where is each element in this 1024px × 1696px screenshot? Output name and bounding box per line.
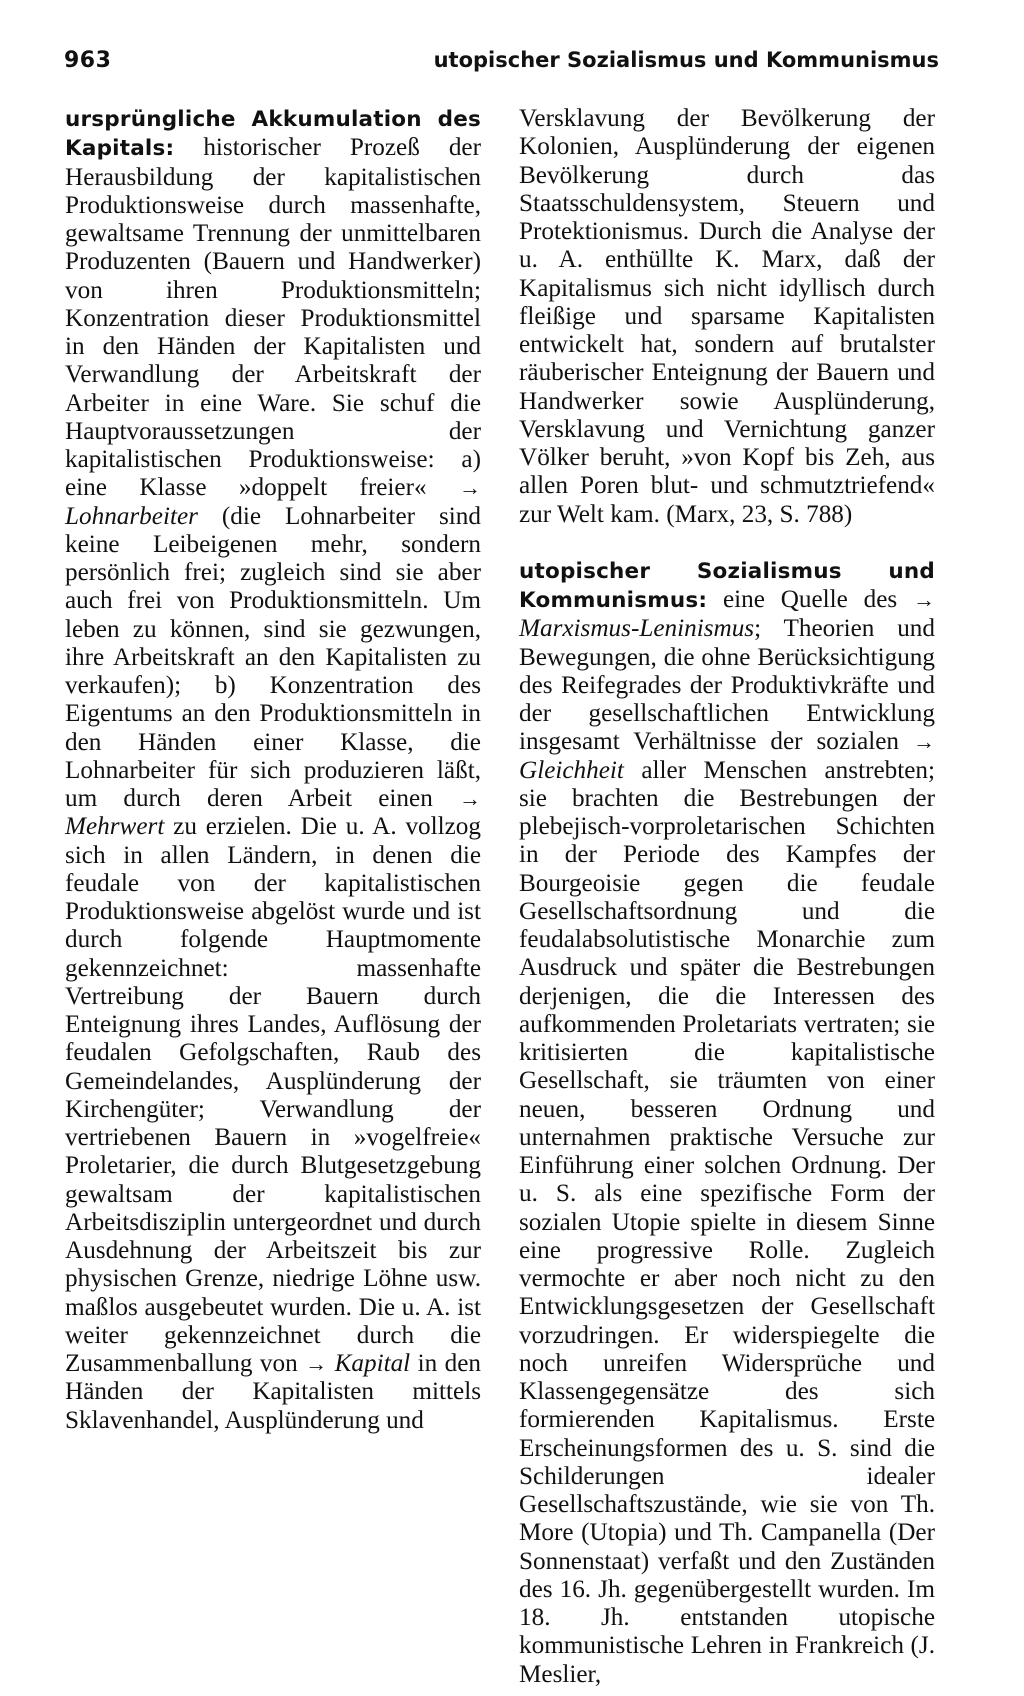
text-column-left bbox=[65, 105, 481, 1435]
cross-ref-arrow-icon: → bbox=[305, 1351, 328, 1376]
headword-sozialismus: utopischer Sozialismus und Kommunismus: bbox=[519, 558, 935, 613]
cross-ref-arrow-icon: → bbox=[913, 587, 935, 612]
entry-text: zu erzielen. Die u. A. vollzog sich in allen Ländern, in denen die feudale von der kapitalistischen Produktionsweise abgelöst wurde und ist durch folgende Hauptmomente gekennzeichnet: massenhafte Vertreibung der Bauern durch Enteignung ihres Landes, Auflösung der feudalen Gefolgschaften, Raub des Gemeindelandes, Ausplünderung der Kirchengüter; Verwandlung der vertriebenen Bauern in »vogelfreie« Proletarier, die durch Blutgesetzgebung gewaltsam der kapitalistischen Arbeitsdisziplin untergeordnet und durch Ausdehnung der Arbeitszeit bis zur physischen Grenze, niedrige Löhne usw. maßlos ausgebeutet wurden. Die u. A. ist weiter gekennzeichnet durch die Zusammenballung von bbox=[65, 813, 481, 1377]
headword-akkumulation: ursprüngliche Akkumulation des Kapitals: bbox=[65, 107, 481, 162]
cross-ref-mehrwert[interactable]: Mehrwert bbox=[65, 813, 165, 841]
cross-ref-arrow-icon: → bbox=[459, 786, 481, 811]
entry-gap bbox=[519, 529, 935, 557]
entry-sozialismus bbox=[519, 557, 935, 1689]
entry-akkumulation bbox=[65, 105, 481, 1435]
cross-ref-gleichheit[interactable]: Gleichheit bbox=[519, 756, 624, 784]
entry-text: eine Quelle des bbox=[707, 586, 913, 613]
cross-ref-arrow-icon: → bbox=[459, 475, 481, 501]
entry-akkumulation-continued: Versklavung der Bevölkerung der Kolonien, Ausplünderung der eigenen Bevölkerung durch das Staatsschuldensystem, Steuern und Protektionismus. Durch die Analyse der u. A. enthüllte K. Marx, daß der Kapitalismus sich nicht idyllisch durch fleißige und sparsame Kapitalisten entwickelt hat, sondern auf brutalster räuberischer Enteignung der Bauern und Handwerker sowie Ausplünderung, Versklavung und Vernichtung ganzer Völker beruht, »von Kopf bis Zeh, aus allen Poren blut- und schmutztriefend« zur Welt kam. (Marx, 23, S. 788) bbox=[519, 105, 935, 528]
cross-ref-kapital[interactable]: Kapital bbox=[334, 1350, 411, 1377]
page-header bbox=[64, 48, 939, 84]
entry-text: (die Lohnarbeiter sind keine Leibeigenen mehr, sondern persönlich frei; zugleich sind sie aber auch frei von Produktionsmitteln. Um leben zu können, sind sie gezwungen, ihre Arbeitskraft an den Kapitalisten zu verkaufen); b) Konzentration des Eigentums an den Produktionsmitteln in den Händen einer Klasse, die Lohnarbeiter für sich produzieren läßt, um durch deren Arbeit einen bbox=[65, 502, 481, 812]
entry-text: in den Händen der Kapitalisten mittels Sklavenhandel, Ausplünderung und bbox=[65, 1350, 482, 1434]
text-column-right bbox=[519, 105, 935, 1689]
entry-text: historischer Prozeß der Herausbildung der kapitalistischen Produktionsweise durch massenhafte, gewaltsame Trennung der unmittelbaren Produzenten (Bauern und Handwerker) von ihren Produktionsmitteln; Konzentration dieser Produktionsmittel in den Händen der Kapitalisten und Verwandlung der Arbeitskraft der Arbeiter in eine Ware. Sie schuf die Hauptvoraussetzungen der kapitalistischen Produktionsweise: a) eine Klasse »doppelt freier« bbox=[65, 134, 481, 502]
page-number: 963 bbox=[64, 48, 112, 73]
cross-ref-lohnarbeiter[interactable]: Lohnarbeiter bbox=[65, 502, 198, 530]
running-title: utopischer Sozialismus und Kommunismus bbox=[433, 48, 939, 72]
entry-text: ; Theorien und Bewegungen, die ohne Berücksichtigung des Reifegrades der Produktivkräfte und der gesellschaftlichen Entwicklung insgesamt Verhältnisse der sozialen bbox=[519, 615, 935, 756]
cross-ref-arrow-icon: → bbox=[913, 729, 935, 755]
cross-ref-marxismus-leninismus[interactable]: Marxismus-Leninismus bbox=[519, 615, 755, 643]
entry-text: aller Menschen anstrebten; sie brachten die Bestrebungen der plebejisch-vorproletarischen Schichten in der Periode des Kampfes der Bourgeoisie gegen die feudale Gesellschaftsordnung und die feudalabsolutistische Monarchie zum Ausdruck und später die Bestrebungen derjenigen, die die Interessen des aufkommenden Proletariats vertraten; sie kritisierten die kapitalistische Gesellschaft, sie träumten von einer neuen, besseren Ordnung und unternahmen praktische Versuche zur Einführung einer solchen Ordnung. Der u. S. als eine spezifische Form der sozialen Utopie spielte in diesem Sinne eine progressive Rolle. Zugleich vermochte er aber noch nicht zu den Entwicklungsgesetzen der Gesellschaft vorzudringen. Er widerspiegelte die noch unreifen Widersprüche und Klassengegensätze des sich formierenden Kapitalismus. Erste Erscheinungsformen des u. S. sind die Schilderungen idealer Gesellschaftszustände, wie sie von Th. More (Utopia) und Th. Campanella (Der Sonnenstaat) verfaßt und den Zuständen des 16. Jh. gegenübergestellt wurden. Im 18. Jh. entstanden utopische kommunistische Lehren in Frankreich (J. Meslier, bbox=[519, 756, 935, 1688]
